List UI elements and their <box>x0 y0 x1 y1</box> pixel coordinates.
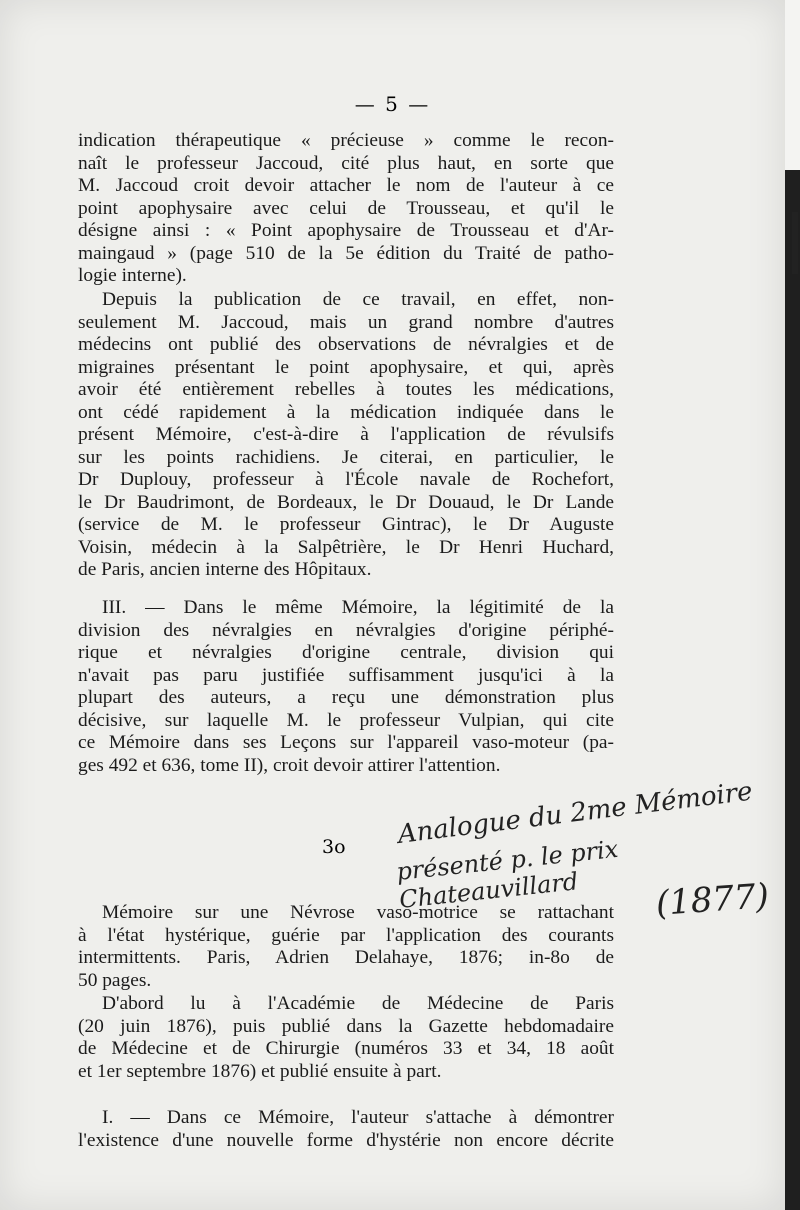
text-line: Depuis la publication de ce travail, en effet, non- <box>102 289 614 310</box>
text-line: (service de M. le professeur Gintrac), le Dr Auguste <box>78 514 614 535</box>
paragraph-1 <box>78 130 614 288</box>
text-line: Dr Duplouy, professeur à l'École navale de Rochefort, <box>78 469 614 490</box>
paragraph-2 <box>78 289 614 582</box>
text-line: ont cédé rapidement à la médication indiquée dans le <box>78 401 614 423</box>
text-line: I. — Dans ce Mémoire, l'auteur s'attache à démontrer <box>102 1107 614 1128</box>
edge-mark <box>792 212 798 274</box>
text-line: (20 juin 1876), puis publié dans la Gazette hebdomadaire <box>78 1015 614 1037</box>
text-line: migraines présentant le point apophysaire, et qui, après <box>78 356 614 378</box>
text-line: 50 pages. <box>78 969 152 991</box>
text-line: l'existence d'une nouvelle forme d'hystérie non encore décrite <box>78 1129 614 1151</box>
paragraph-4 <box>78 902 614 992</box>
text-line: division des névralgies en névralgies d'origine périphé- <box>78 619 614 641</box>
handwritten-note-line2: présenté p. le prix Chateauvillard <box>395 834 620 914</box>
text-line: point apophysaire avec celui de Trousseau, et qu'il le <box>78 197 614 219</box>
text-line: médecins ont publié des observations de névralgies et de <box>78 334 614 355</box>
text-line: le Dr Baudrimont, de Bordeaux, le Dr Douaud, le Dr Lande <box>78 491 614 513</box>
text-line: Voisin, médecin à la Salpêtrière, le Dr Henri Huchard, <box>78 536 614 558</box>
page-edge-light <box>785 0 800 170</box>
page-number: — 5 — <box>354 92 431 116</box>
text-line: n'avait pas paru justifiée suffisamment jusqu'ici à la <box>78 664 614 686</box>
text-line: avoir été entièrement rebelles à toutes les médications, <box>78 379 614 400</box>
text-line: décisive, sur laquelle M. le professeur Vulpian, qui cite <box>78 709 614 731</box>
paragraph-3 <box>78 597 614 777</box>
text-line: indication thérapeutique « précieuse » comme le recon- <box>78 130 614 151</box>
paragraph-6 <box>78 1107 614 1152</box>
text-line: Mémoire sur une Névrose vaso-motrice se rattachant <box>102 902 614 923</box>
text-line: présent Mémoire, c'est-à-dire à l'application de révulsifs <box>78 424 614 445</box>
text-line: intermittents. Paris, Adrien Delahaye, 1876; in-8o de <box>78 947 614 968</box>
text-line: maingaud » (page 510 de la 5e édition du Traité de patho- <box>78 242 614 264</box>
text-line: D'abord lu à l'Académie de Médecine de Paris <box>102 993 614 1014</box>
page-edge <box>785 0 800 1210</box>
section-number: 3o <box>322 836 346 858</box>
text-line: ce Mémoire dans ses Leçons sur l'appareil vaso-moteur (pa- <box>78 732 614 753</box>
handwritten-note-line1: Analogue du 2me Mémoire <box>396 776 755 850</box>
handwritten-note-line3: (1877) <box>654 876 771 924</box>
text-line: seulement M. Jaccoud, mais un grand nombre d'autres <box>78 311 614 333</box>
text-line: de Médecine et de Chirurgie (numéros 33 et 34, 18 août <box>78 1038 614 1059</box>
text-line: désigne ainsi : « Point apophysaire de Trousseau et d'Ar- <box>78 220 614 241</box>
text-line: plupart des auteurs, a reçu une démonstration plus <box>78 687 614 708</box>
text-line: M. Jaccoud croit devoir attacher le nom de l'auteur à ce <box>78 175 614 196</box>
text-line: rique et névralgies d'origine centrale, division qui <box>78 642 614 663</box>
text-line: et 1er septembre 1876) et publié ensuite à part. <box>78 1060 442 1082</box>
text-line: à l'état hystérique, guérie par l'application des courants <box>78 924 614 946</box>
text-line: III. — Dans le même Mémoire, la légitimité de la <box>102 597 614 618</box>
text-line: de Paris, ancien interne des Hôpitaux. <box>78 559 372 580</box>
text-line: ges 492 et 636, tome II), croit devoir attirer l'attention. <box>78 754 501 776</box>
text-line: naît le professeur Jaccoud, cité plus haut, en sorte que <box>78 152 614 174</box>
text-line: sur les points rachidiens. Je citerai, en particulier, le <box>78 446 614 468</box>
paragraph-5 <box>78 993 614 1083</box>
text-line: logie interne). <box>78 265 187 286</box>
